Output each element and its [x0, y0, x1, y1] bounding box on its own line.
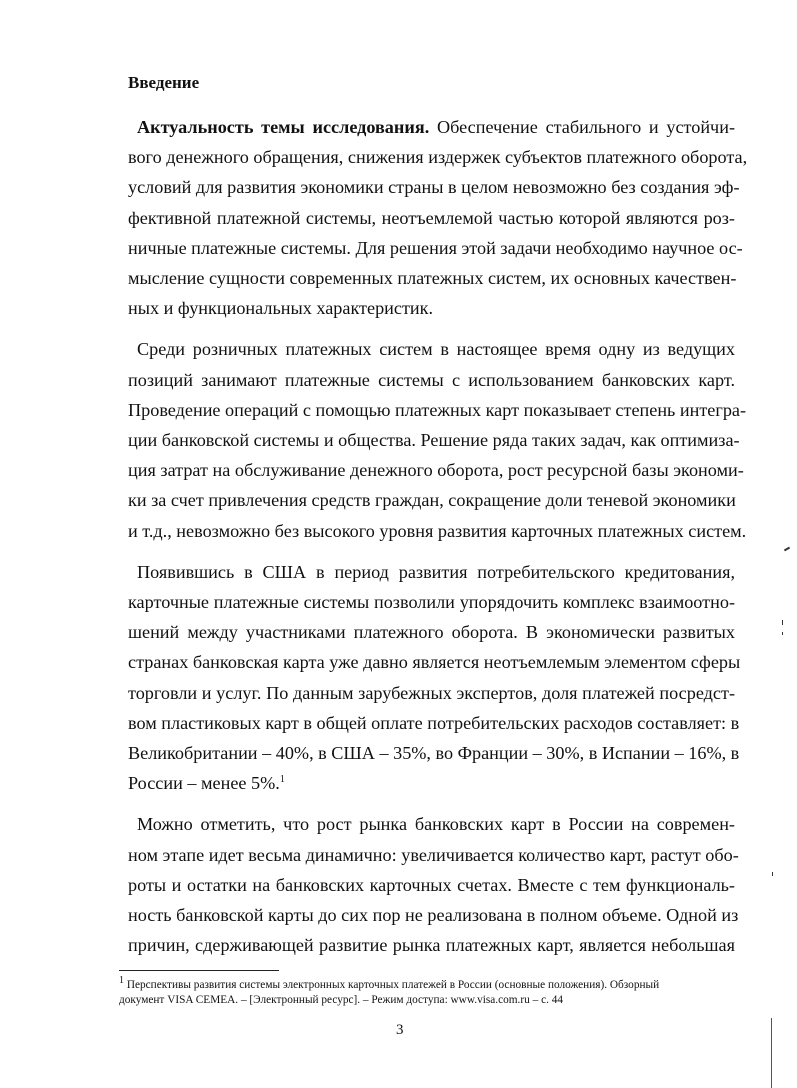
footnote-marker: 1	[119, 975, 124, 987]
footnote-reference[interactable]: 1	[279, 774, 285, 786]
line-text: России – менее 5%.	[128, 773, 280, 794]
text-line	[119, 112, 735, 142]
text-line: Среди розничных платежных систем в настоящее время одну из ведущих	[137, 339, 735, 360]
text-line: ции банковской системы и общества. Решение ряда таких задач, как оптимиза-	[128, 430, 740, 451]
text-line: Появившись в США в период развития потребительского кредитования,	[137, 561, 735, 582]
text-line: вом пластиковых карт в общей оплате потребительских расходов составляет: в	[128, 712, 740, 733]
text-line: роты и остатки на банковских карточных счетах. Вместе с тем функциональ-	[128, 874, 735, 895]
page-number: 3	[396, 1022, 404, 1038]
text-line	[119, 768, 735, 798]
text-line: Можно отметить, что рост рынка банковских карт в России на современ-	[137, 814, 735, 835]
paragraph	[119, 557, 741, 799]
text-line: и т.д., невозможно без высокого уровня развития карточных платежных систем.	[128, 520, 747, 541]
scan-artifact	[782, 632, 783, 635]
footnote-text: Перспективы развития системы электронных карточных платежей в России (основные положения). Обзорный	[124, 979, 660, 991]
body-text	[119, 112, 748, 971]
text-line: ция затрат на обслуживание денежного оборота, рост ресурсной базы экономи-	[128, 460, 744, 481]
paragraph	[119, 334, 747, 545]
footnote	[119, 975, 735, 1008]
section-heading: Введение	[128, 73, 200, 92]
text-line: торговли и услуг. По данным зарубежных экспертов, доля платежей посредст-	[128, 682, 735, 703]
text-line: ном этапе идет весьма динамично: увеличивается количество карт, растут обо-	[128, 844, 739, 865]
text-line: странах банковская карта уже давно является неотъемлемым элементом сферы	[128, 652, 741, 673]
text-line: фективной платежной системы, неотъемлемой частью которой являются роз-	[128, 207, 735, 228]
text-line: условий для развития экономики страны в целом невозможно без создания эф-	[128, 177, 740, 198]
footnote-divider	[119, 970, 279, 971]
lead-phrase: Актуальность темы исследования.	[137, 117, 430, 137]
text-line: позиций занимают платежные системы с использованием банковских карт.	[128, 369, 735, 390]
text-line: вого денежного обращения, снижения издержек субъектов платежного оборота,	[128, 147, 748, 168]
footnote-line	[119, 975, 735, 993]
text-line: ничные платежные системы. Для решения этой задачи необходимо научное ос-	[128, 237, 743, 258]
scan-artifact	[772, 872, 773, 876]
paragraph	[119, 809, 739, 960]
text-line: ки за счет привлечения средств граждан, сокращение доли теневой экономики	[128, 490, 736, 511]
text-line: шений между участниками платежного оборота. В экономически развитых	[128, 622, 735, 643]
scan-artifact	[784, 547, 790, 552]
footnote-line: документ VISA CEMEA. – [Электронный ресурс]. – Режим доступа: www.visa.com.ru – с. 44	[119, 994, 564, 1006]
scan-artifact	[771, 1018, 772, 1088]
text-line: причин, сдерживающей развитие рынка платежных карт, является небольшая	[128, 935, 735, 956]
text-line: ность банковской карты до сих пор не реализована в полном объеме. Одной из	[128, 905, 739, 926]
paragraph	[119, 112, 748, 323]
text-line: карточные платежные системы позволили упорядочить комплекс взаимоотно-	[128, 592, 735, 613]
text-line: мысление сущности современных платежных систем, их основных качествен-	[128, 268, 737, 289]
text-line: Великобритании – 40%, в США – 35%, во Франции – 30%, в Испании – 16%, в	[128, 743, 740, 764]
text-line: ных и функциональных характеристик.	[128, 298, 434, 319]
scan-artifact	[782, 620, 783, 625]
line-text: Обеспечение стабильного и устойчи-	[429, 117, 735, 137]
text-line: Проведение операций с помощью платежных карт показывает степень интегра-	[128, 399, 747, 420]
